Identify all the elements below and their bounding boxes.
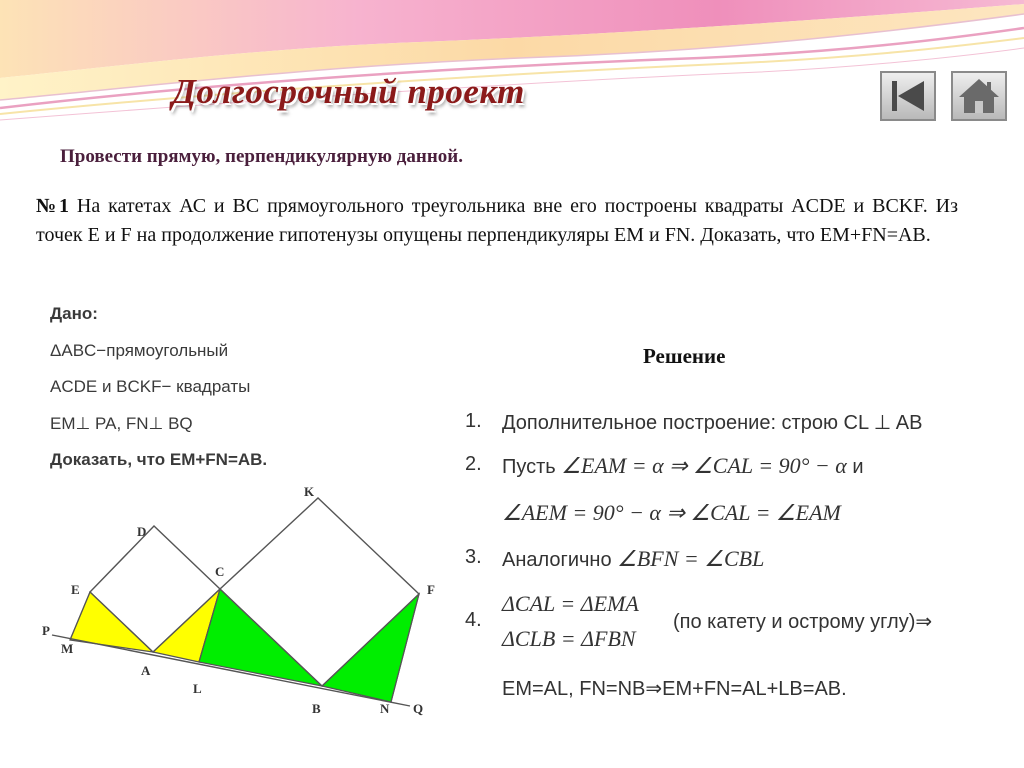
given-block [50, 302, 267, 485]
step-text [502, 546, 764, 572]
label-a: A [141, 663, 151, 678]
step-prefix: Пусть [502, 456, 562, 478]
figure-geometry [42, 484, 435, 716]
label-c: C [215, 564, 225, 579]
step-text: EM=AL, FN=NB⇒EM+FN=AL+LB=AB. [502, 678, 847, 700]
label-k: K [304, 484, 315, 499]
step-number: 1. [465, 410, 482, 432]
problem-text [36, 192, 958, 250]
step-text: Дополнительное построение: строю CL ⊥ AB [502, 412, 923, 434]
step-formula: ∠EAM = α ⇒ ∠CAL = 90° − α [561, 453, 847, 478]
label-l: L [193, 681, 202, 696]
problem-body: На катетах АС и ВС прямоугольного треугольника вне его построены квадраты ACDE и BCKF. Из точек E и F на продолжение гипотенузы опущены перпендикуляры ЕМ и FN. Доказать, что ЕМ+FN=АВ. [36, 195, 958, 246]
given-heading: Дано: [50, 304, 98, 323]
step-text [502, 453, 864, 479]
step-suffix: и [846, 456, 864, 478]
task-statement: Провести прямую, перпендикулярную данной. [60, 146, 463, 167]
step-formula: ΔCAL = ΔEMA [502, 591, 639, 616]
problem-number: №1 [36, 195, 69, 217]
given-item: ACDE и BCKF− квадраты [50, 377, 251, 396]
solution-title: Решение [643, 344, 726, 368]
page-title: Долгосрочный проект [172, 72, 525, 111]
step-text [502, 500, 841, 526]
home-icon [953, 73, 1005, 119]
given-item: EM⊥ PA, FN⊥ BQ [50, 413, 193, 433]
label-q: Q [413, 701, 424, 716]
label-f: F [427, 582, 435, 597]
label-b: B [312, 701, 321, 716]
label-n: N [380, 701, 390, 716]
step-formula: ∠BFN = ∠CBL [617, 546, 765, 571]
step-number: 4. [465, 609, 482, 631]
triangle-clb [199, 589, 322, 686]
geometry-figure [30, 480, 450, 720]
label-p: P [42, 623, 50, 638]
step-number: 2. [465, 453, 482, 475]
label-m: M [61, 641, 74, 656]
step-formula: ΔCLB = ΔFBN [502, 626, 636, 651]
step-suffix: (по катету и острому углу)⇒ [673, 611, 933, 633]
step-formula: ∠AEM = 90° − α ⇒ ∠CAL = ∠EAM [502, 500, 841, 525]
home-button[interactable] [951, 71, 1007, 121]
step-formula-line [502, 626, 636, 652]
given-item: ΔABC−прямоугольный [50, 340, 229, 360]
skip-back-icon [882, 73, 934, 119]
step-number: 3. [465, 546, 482, 568]
triangle-ema [70, 592, 153, 652]
label-d: D [137, 524, 147, 539]
step-formula-line [502, 591, 639, 617]
label-e: E [71, 582, 80, 597]
step-prefix: Аналогично [502, 549, 618, 571]
back-to-start-button[interactable] [880, 71, 936, 121]
prove-statement: Доказать, что EM+FN=AB. [50, 450, 268, 469]
